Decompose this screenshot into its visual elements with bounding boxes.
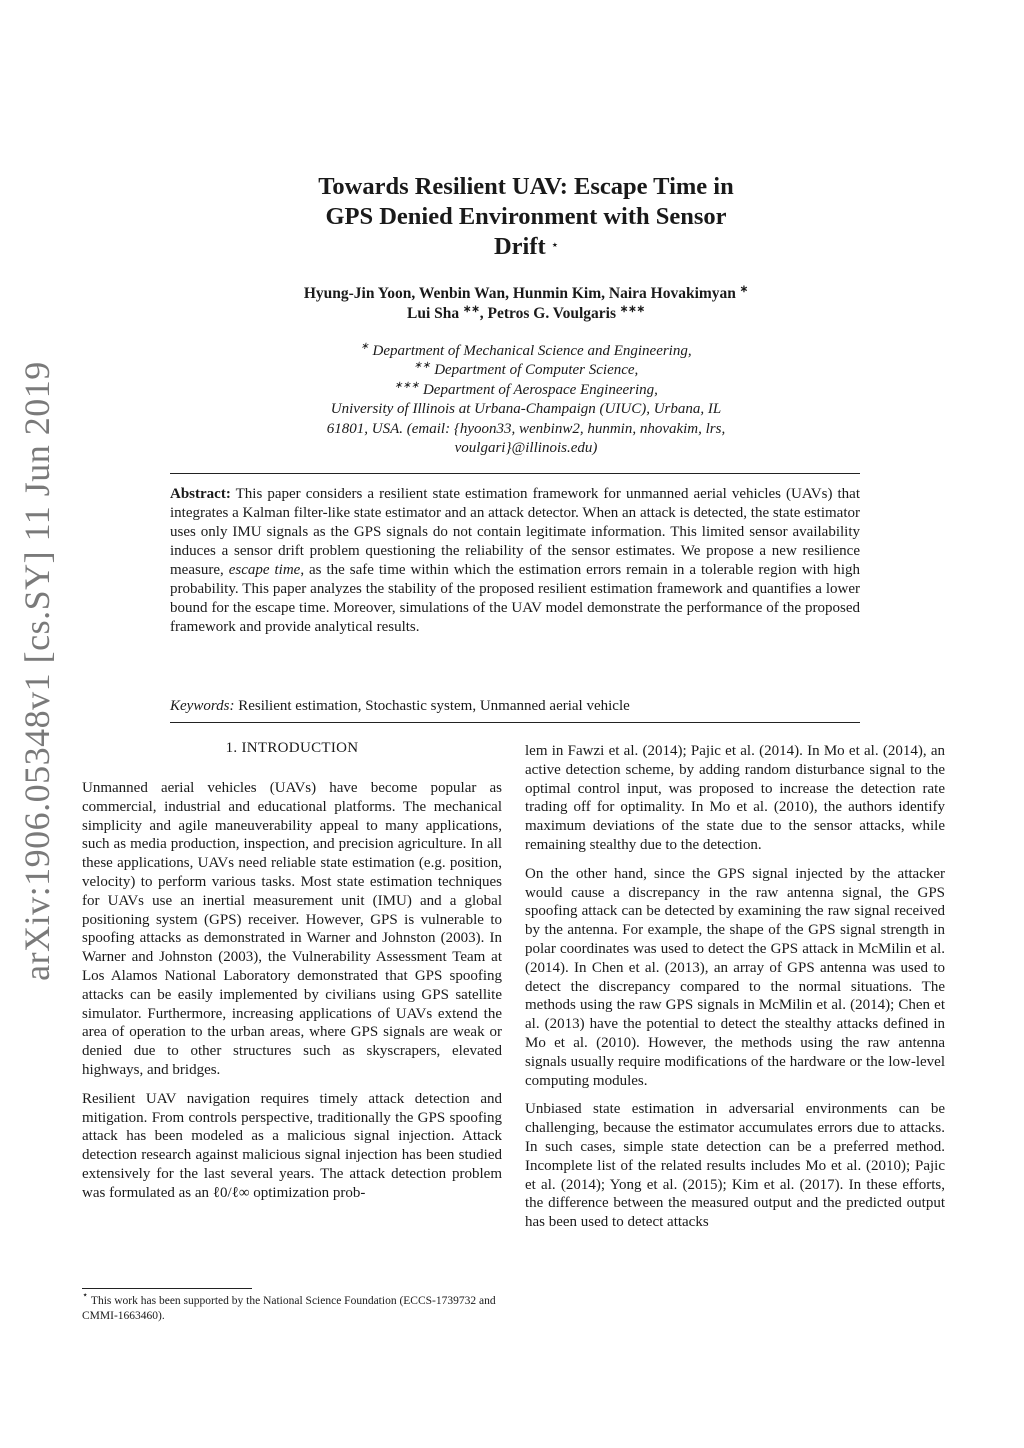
- affiliation-4: University of Illinois at Urbana-Champaign (UIUC), Urbana, IL: [330, 401, 722, 418]
- affiliation-1-mark: ∗: [360, 341, 369, 352]
- authors-line-1-text: Hyung-Jin Yoon, Wenbin Wan, Hunmin Kim, Naira Hovakimyan: [303, 285, 736, 302]
- abstract-top-rule: [170, 473, 860, 474]
- title-line-3: [200, 232, 852, 262]
- affiliation-3-mark: ∗∗∗: [394, 379, 420, 391]
- affiliation-2: [200, 361, 852, 380]
- author-line-1: [180, 284, 872, 304]
- title-line-1: Towards Resilient UAV: Escape Time in: [318, 173, 734, 200]
- footnote: [82, 1290, 502, 1323]
- title-line-2: GPS Denied Environment with Sensor: [325, 203, 727, 230]
- right-column: [525, 742, 945, 1242]
- affiliation-1-text: Department of Mechanical Science and Engineering,: [372, 343, 692, 359]
- affiliation-6: voulgari}@illinois.edu): [454, 440, 598, 457]
- abstract: [170, 485, 860, 637]
- affiliation-2-text: Department of Computer Science,: [434, 362, 639, 379]
- left-paragraph-1: Unmanned aerial vehicles (UAVs) have become popular as commercial, industrial and educational platforms. The mechanical simplicity and agile maneuverability appeal to many applications, such as media production, inspection, and precision agriculture. In all these applications, UAVs need reliable state estimation (e.g. position, velocity) to perform various tasks. Most state estimation techniques for UAVs use an inertial measurement unit (IMU) and a global positioning system (GPS) receiver. However, GPS is vulnerable to spoofing attacks as demonstrated in Warner and Johnston (2003). In Warner and Johnston (2003), the Vulnerability Assessment Team at Los Alamos National Laboratory demonstrated that GPS spoofing attacks can be easily implemented by civilians using GPS satellite simulator. Furthermore, increasing applications of UAVs extend the area of operation to the urban areas, where GPS signals are weak or denied due to other structures such as skyscrapers, elevated highways, and bridges.: [82, 780, 502, 1078]
- footnote-rule: [82, 1288, 252, 1289]
- author-voulgaris: , Petros G. Voulgaris: [479, 305, 616, 322]
- right-paragraph-2: On the other hand, since the GPS signal injected by the attacker would cause a discrepancy in the raw antenna signal, the GPS spoofing attack can be detected by examining the raw signal received by the antenna. For example, the shape of the GPS signal strength in polar coordinates was used to detect the GPS attack in McMilin et al. (2014). In Chen et al. (2013), an array of GPS antenna was used to detect the discrepancy compared to the normal situations. The methods using the raw GPS signals in McMilin et al. (2014); Chen et al. (2013) have the potential to detect the stealthy attacks defined in Mo et al. (2010). However, the methods using the raw antenna signals usually require modifications of the hardware or the low-level computing modules.: [525, 865, 945, 1089]
- abstract-bottom-rule: [170, 722, 860, 723]
- arxiv-identifier: arXiv:1906.05348v1 [cs.SY] 11 Jun 2019: [17, 361, 57, 981]
- paper-title: [200, 172, 852, 262]
- abstract-label: Abstract:: [170, 486, 231, 502]
- author-lui-sha: Lui Sha: [406, 305, 460, 322]
- affiliation-5: 61801, USA. (email: {hyoon33, wenbinw2, hunmin, nhovakim, lrs,: [326, 420, 726, 437]
- affiliations: [200, 342, 852, 458]
- author-mark-2: ∗∗: [463, 304, 480, 315]
- abstract-text-1: This paper considers a resilient state estimation framework for unmanned aerial vehicles (UAVs) that integrates a Kalman filter-like state estimator and an attack detector. When an attack is detected, the state estimator uses only IMU signals as the GPS signals do not contain legitimate information. This limited sensor availability induces a sensor drift problem questioning the reliability of the sensor estimates. We propose a new resilience measure,: [170, 486, 860, 578]
- keywords: [170, 697, 860, 716]
- right-paragraph-3: Unbiased state estimation in adversarial environments can be challenging, because the estimator accumulates errors due to attacks. In such cases, simple state detection can be a preferred method. Incomplete list of the related results includes Mo et al. (2010); Pajic et al. (2014); Yong et al. (2015); Kim et al. (2017). In these efforts, the difference between the measured output and the predicted output has been used to detect attacks: [525, 1101, 945, 1231]
- title-footnote-mark: ⋆: [551, 240, 559, 251]
- keywords-text: Resilient estimation, Stochastic system, Unmanned aerial vehicle: [234, 698, 630, 714]
- author-line-2: [180, 304, 872, 324]
- keywords-label: Keywords:: [170, 698, 235, 714]
- affiliation-2-mark: ∗∗: [413, 360, 431, 372]
- footnote-mark: ⋆: [82, 1290, 89, 1301]
- abstract-emphasis: escape time: [228, 562, 301, 578]
- left-column: [82, 779, 502, 1213]
- author-list: [180, 284, 872, 324]
- author-mark-3: ∗∗∗: [619, 304, 645, 315]
- footnote-text: This work has been supported by the National Science Foundation (ECCS-1739732 and CMMI-1663460).: [82, 1295, 496, 1322]
- abstract-text-2: , as the safe time within which the estimation errors remain in a tolerable region with high probability. This paper analyzes the stability of the proposed resilient estimation framework and quantifies a lower bound for the escape time. Moreover, simulations of the UAV model demonstrate the performance of the proposed framework and provide analytical results.: [170, 562, 861, 635]
- section-heading-introduction: 1. INTRODUCTION: [225, 740, 359, 756]
- author-mark-1: ∗: [739, 284, 749, 295]
- right-paragraph-1: lem in Fawzi et al. (2014); Pajic et al. (2014). In Mo et al. (2014), an active detection scheme, by adding random disturbance signal to the optimal control input, was proposed to increase the detection rate trading off for optimality. In Mo et al. (2010), the authors identify maximum deviations of the state due to the sensor attacks, while remaining stealthy due to the detection.: [525, 743, 945, 853]
- affiliation-3-text: Department of Aerospace Engineering,: [422, 381, 658, 398]
- title-line-3-text: Drift: [493, 233, 546, 260]
- affiliation-3: [200, 381, 852, 400]
- left-paragraph-2: Resilient UAV navigation requires timely attack detection and mitigation. From controls perspective, traditionally the GPS spoofing attack has been modeled as a malicious signal injection. Attack detection research against malicious signal injection has been studied extensively for the last several years. The attack detection problem was formulated as an ℓ0/ℓ∞ optimization prob-: [82, 1090, 502, 1201]
- affiliation-1: [200, 342, 852, 361]
